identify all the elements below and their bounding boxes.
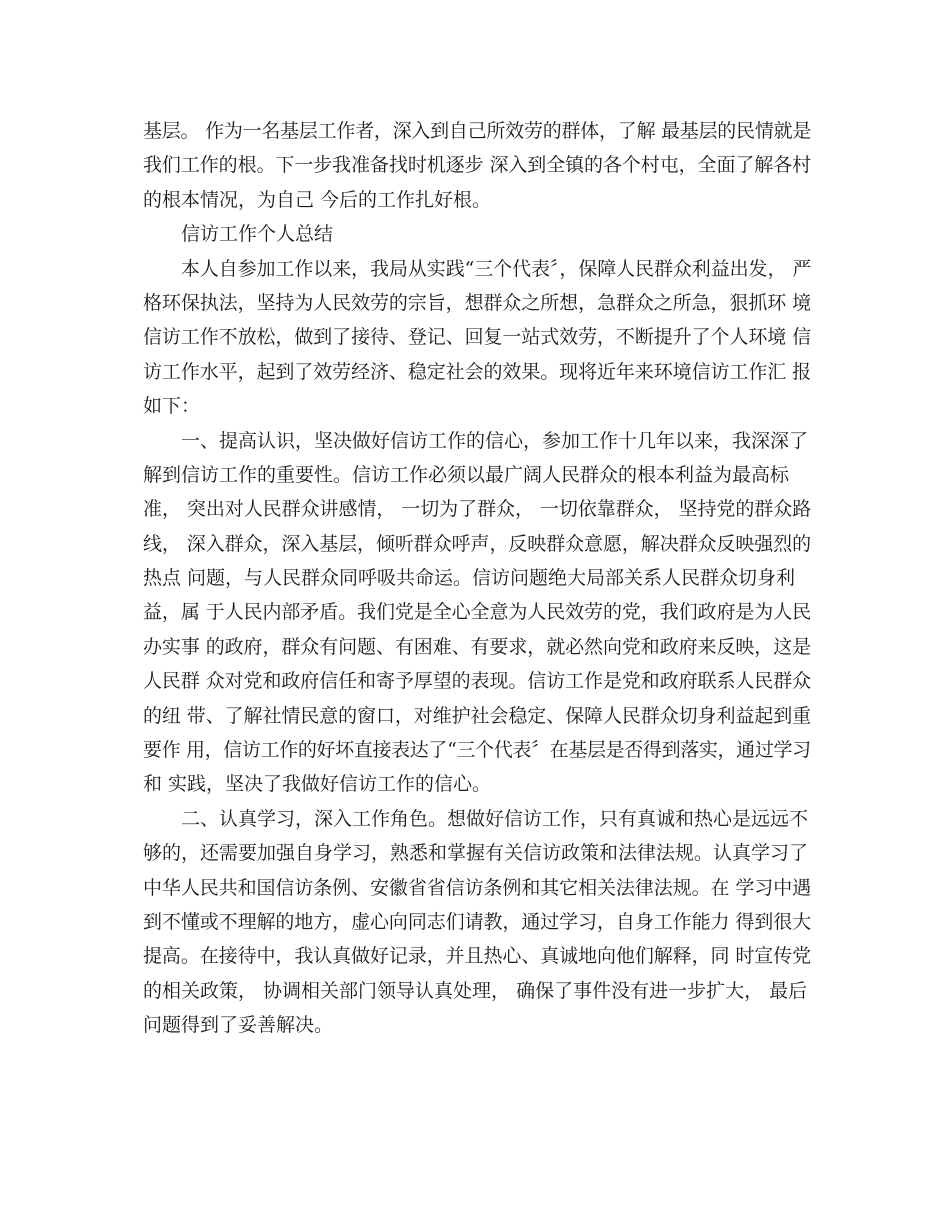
text-line: 信访工作不放松，做到了接待、登记、回复一站式效劳，不断提升了个人环境 信: [143, 326, 812, 349]
text-line: 益，属 于人民内部矛盾。我们党是全心全意为人民效劳的党，我们政府是为人民: [143, 601, 812, 624]
text-line: 的相关政策， 协调相关部门领导认真处理， 确保了事件没有进一步扩大， 最后: [143, 979, 808, 1002]
text-line: 信访工作个人总结: [143, 223, 334, 246]
text-line: 提高。在接待中，我认真做好记录，并且热心、真诚地向他们解释，同 时宣传党: [143, 945, 812, 968]
text-line: 和 实践，坚决了我做好信访工作的信心。: [143, 773, 492, 796]
text-line: 的根本情况，为自己 今后的工作扎好根。: [143, 188, 492, 211]
text-line: 热点 问题，与人民群众同呼吸共命运。信访问题绝大局部关系人民群众切身利: [143, 567, 796, 590]
text-line: 到不懂或不理解的地方，虚心向同志们请教，通过学习，自身工作能力 得到很大: [143, 910, 812, 933]
text-line: 本人自参加工作以来，我局从实践“三个代表〞，保障人民群众利益出发， 严: [143, 257, 812, 280]
text-line: 我们工作的根。下一步我准备找时机逐步 深入到全镇的各个村屯，全面了解各村: [143, 154, 812, 177]
text-line: 中华人民共和国信访条例、安徽省省信访条例和其它相关法律法规。在 学习中遇: [143, 876, 812, 899]
text-line: 够的，还需要加强自身学习，熟悉和掌握有关信访政策和法律法规。认真学习了: [143, 842, 809, 865]
text-line: 如下：: [143, 395, 201, 418]
text-line: 要作 用，信访工作的好坏直接表达了“三个代表〞在基层是否得到落实，通过学习: [143, 739, 811, 762]
text-line: 解到信访工作的重要性。信访工作必须以最广阔人民群众的根本利益为最高标: [143, 463, 790, 486]
text-line: 访工作水平，起到了效劳经济、稳定社会的效果。现将近年来环境信访工作汇 报: [143, 360, 812, 383]
text-line: 问题得到了妥善解决。: [143, 1014, 334, 1037]
document-body: [143, 114, 811, 1043]
text-line: 一、提高认识，坚决做好信访工作的信心，参加工作十几年以来，我深深了: [143, 429, 809, 452]
text-line: 办实事 的政府，群众有问题、有困难、有要求，就必然向党和政府来反映，这是: [143, 635, 812, 658]
text-line: 的纽 带、了解社情民意的窗口，对维护社会稳定、保障人民群众切身利益起到重: [143, 704, 812, 727]
text-line: 人民群 众对党和政府信任和寄予厚望的表现。信访工作是党和政府联系人民群众: [143, 670, 812, 693]
text-line: 线， 深入群众，深入基层，倾听群众呼声，反映群众意愿，解决群众反映强烈的: [143, 532, 812, 555]
text-line: 准， 突出对人民群众讲感情， 一切为了群众， 一切依靠群众， 坚持党的群众路: [143, 498, 812, 521]
text-line: 二、认真学习，深入工作角色。想做好信访工作，只有真诚和热心是远远不: [143, 807, 809, 830]
text-line: 基层。 作为一名基层工作者，深入到自己所效劳的群体，了解 最基层的民情就是: [143, 120, 812, 142]
text-line: 格环保执法，坚持为人民效劳的宗旨，想群众之所想，急群众之所急，狠抓环 境: [143, 291, 812, 314]
